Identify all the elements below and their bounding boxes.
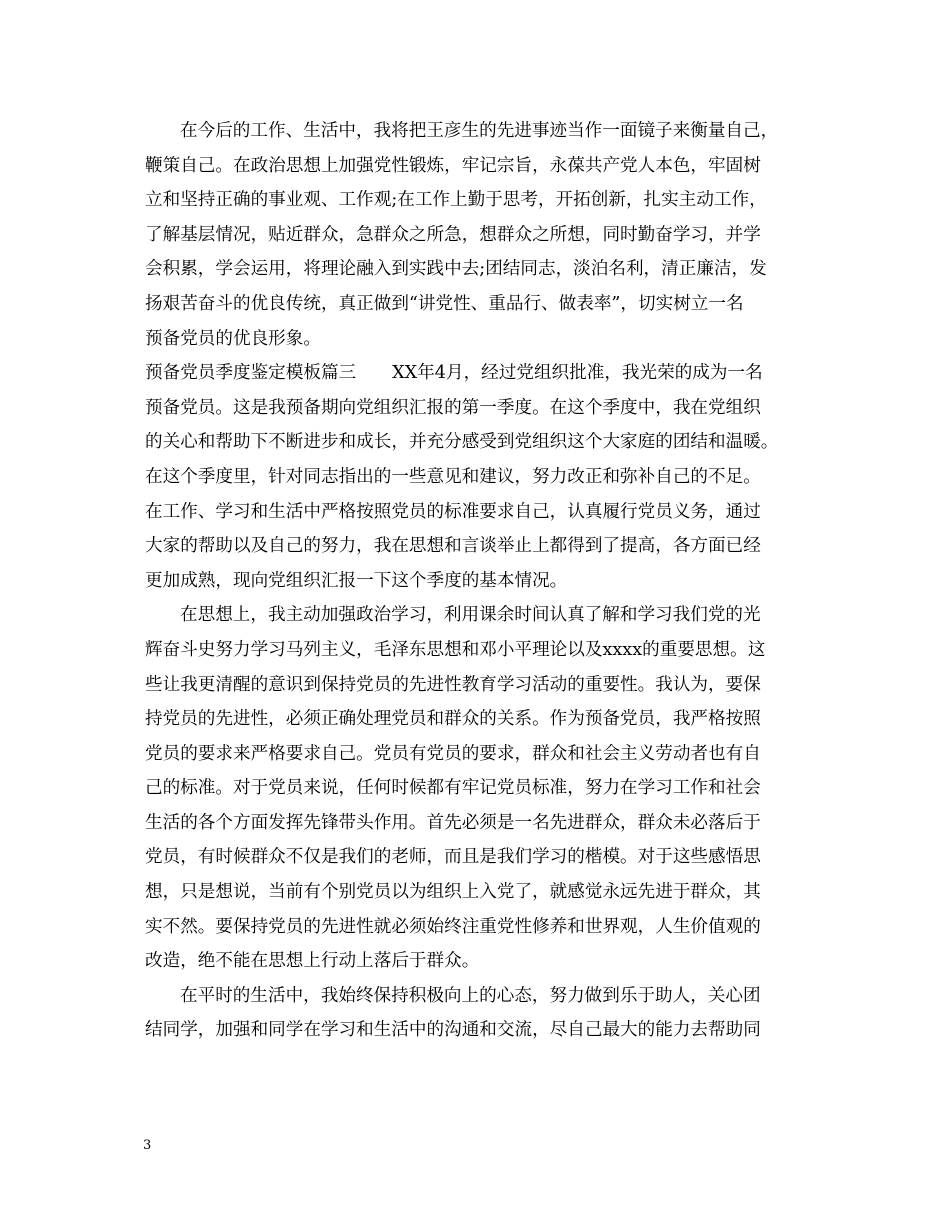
paragraph-line: 了解基层情况，贴近群众，急群众之所急，想群众之所想，同时勤奋学习，并学 (145, 224, 761, 245)
section-first-line: XX年4月，经过党组织批准，我光荣的成为一名 (392, 363, 763, 384)
paragraph-line: 的关心和帮助下不断进步和成长，并充分感受到党组织这个大家庭的团结和温暖。 (145, 432, 779, 453)
paragraph-line: 持党员的先进性，必须正确处理党员和群众的关系。作为预备党员，我严格按照 (145, 709, 761, 730)
paragraph-line: 实不然。要保持党员的先进性就必须始终注重党性修养和世界观，人生价值观的 (145, 916, 761, 937)
paragraph-line: 结同学，加强和同学在学习和生活中的沟通和交流，尽自己最大的能力去帮助同 (145, 1020, 761, 1041)
paragraph-line: 党员的要求来严格要求自己。党员有党员的要求，群众和社会主义劳动者也有自 (145, 743, 761, 764)
paragraph-line: 在工作、学习和生活中严格按照党员的标准要求自己，认真履行党员义务，通过 (145, 501, 761, 522)
paragraph-line: 些让我更清醒的意识到保持党员的先进性教育学习活动的重要性。我认为，要保 (145, 674, 761, 695)
section-heading-line (145, 356, 825, 391)
section-three (145, 356, 825, 598)
paragraph-line: 更加成熟，现向党组织汇报一下这个季度的基本情况。 (145, 570, 568, 591)
page-number: 3 (143, 1138, 152, 1153)
paragraph-line: 党员，有时候群众不仅是我们的老师，而且是我们学习的楷模。对于这些感悟思 (145, 847, 761, 868)
paragraph-line: 想，只是想说，当前有个别党员以为组织上入党了，就感觉永远先进于群众，其 (145, 882, 761, 903)
paragraph-line: 生活的各个方面发挥先锋带头作用。首先必须是一名先进群众，群众未必落后于 (145, 812, 761, 833)
paragraph-line: 己的标准。对于党员来说，任何时候都有牢记党员标准，努力在学习工作和社会 (145, 778, 761, 799)
document-body (145, 114, 825, 1048)
paragraph-daily-life (145, 979, 825, 1048)
paragraph-line: 扬艰苦奋斗的优良传统，真正做到“讲党性、重品行、做表率”，切实树立一名 (145, 293, 744, 314)
paragraph-line: 在平时的生活中，我始终保持积极向上的心态，努力做到乐于助人，关心团 (180, 985, 761, 1006)
paragraph-line: 预备党员的优良形象。 (145, 328, 321, 349)
paragraph-line: 改造，绝不能在思想上行动上落后于群众。 (145, 951, 480, 972)
paragraph-line: 在思想上，我主动加强政治学习，利用课余时间认真了解和学习我们党的光 (180, 605, 761, 626)
paragraph-line: 在今后的工作、生活中，我将把王彦生的先进事迹当作一面镜子来衡量自己， (180, 121, 779, 141)
paragraph-line: 辉奋斗史努力学习马列主义，毛泽东思想和邓小平理论以及xxxx的重要思想。这 (145, 639, 766, 660)
section-heading: 预备党员季度鉴定模板篇三 (145, 363, 357, 384)
paragraph-self-improvement (145, 114, 825, 356)
paragraph-ideology (145, 598, 825, 979)
paragraph-line: 鞭策自己。在政治思想上加强党性锻炼，牢记宗旨，永葆共产党人本色，牢固树 (145, 155, 761, 176)
paragraph-line: 立和坚持正确的事业观、工作观;在工作上勤于思考，开拓创新，扎实主动工作， (145, 190, 767, 211)
paragraph-line: 大家的帮助以及自己的努力，我在思想和言谈举止上都得到了提高，各方面已经 (145, 536, 761, 557)
paragraph-line: 会积累，学会运用，将理论融入到实践中去;团结同志，淡泊名利，清正廉洁，发 (145, 259, 767, 280)
paragraph-line: 在这个季度里，针对同志指出的一些意见和建议，努力改正和弥补自己的不足。 (145, 466, 761, 487)
paragraph-line: 预备党员。这是我预备期向党组织汇报的第一季度。在这个季度中，我在党组织 (145, 397, 761, 418)
